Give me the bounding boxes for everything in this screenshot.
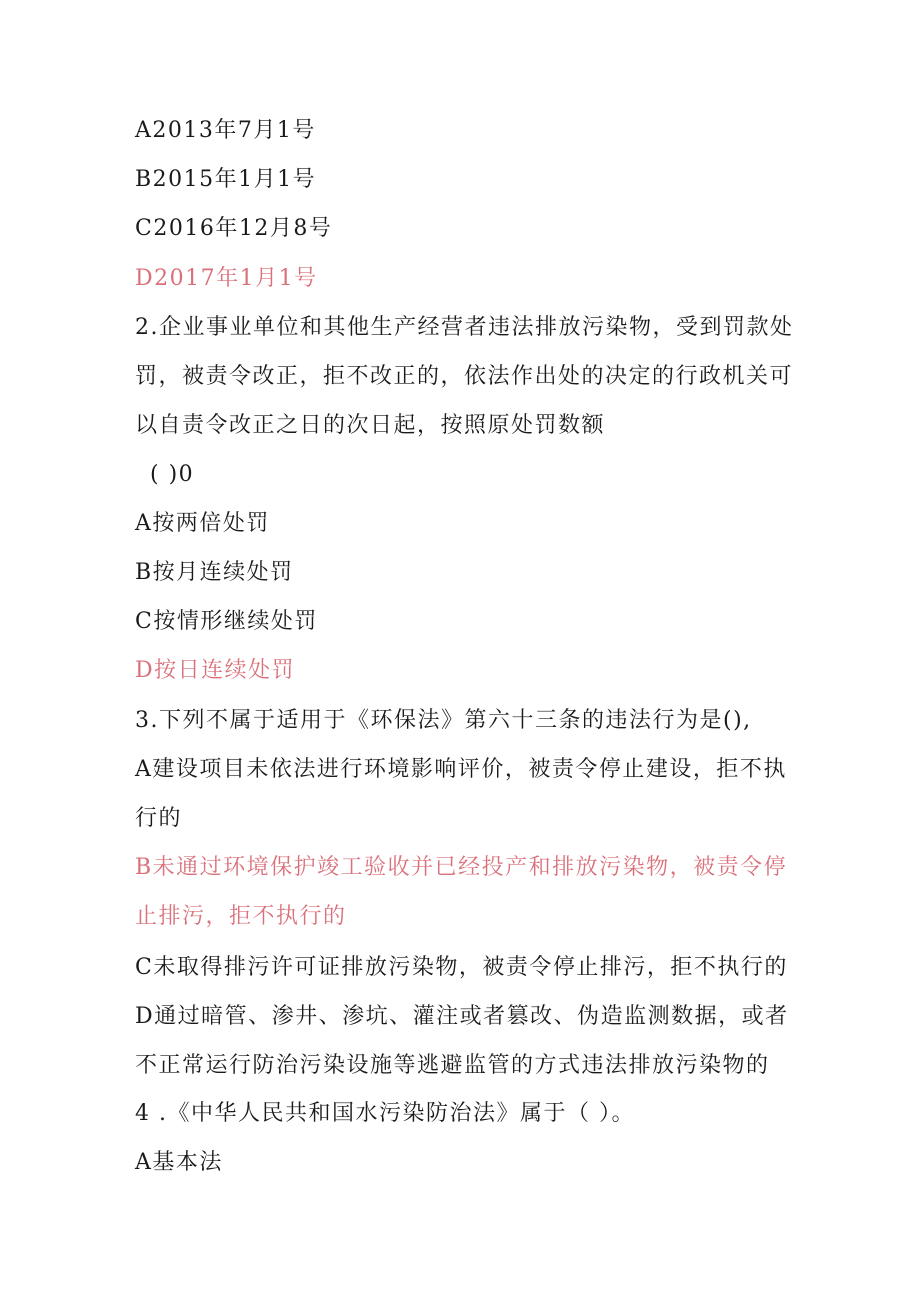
q2-option-a: A按两倍处罚 [135,511,270,536]
q1-option-a: A2013年7月1号 [135,118,316,143]
q2-stem-line-2: 罚，被责令改正，拒不改正的，依法作出处的决定的行政机关可 [135,364,794,389]
q3-option-b-answer-line-1: B未通过环境保护竣工验收并已经投产和排放污染物，被责令停 [135,855,788,880]
q4-option-a: A基本法 [135,1150,223,1175]
q2-answer-blank: ( )0 [150,462,195,487]
q2-option-b: B按月连续处罚 [135,560,294,585]
q1-option-c: C2016年12月8号 [135,216,333,241]
q3-stem: 3.下列不属于适用于《环保法》第六十三条的违法行为是(), [135,708,752,733]
q3-option-a-line-2: 行的 [135,806,183,831]
q1-option-d-answer: D2017年1月1号 [135,266,318,291]
q3-option-b-answer-line-2: 止排污，拒不执行的 [135,904,347,929]
q4-stem: 4 .《中华人民共和国水污染防治法》属于（ ）。 [135,1101,635,1126]
q3-option-d-line-1: D通过暗管、渗井、渗坑、灌注或者篡改、伪造监测数据，或者 [135,1004,789,1029]
q2-stem-line-3: 以自责令改正之日的次日起，按照原处罚数额 [135,413,606,438]
q3-option-c: C未取得排污许可证排放污染物，被责令停止排污，拒不执行的 [135,955,788,980]
q1-option-b: B2015年1月1号 [135,167,317,192]
q3-option-d-line-2: 不正常运行防治污染设施等逃避监管的方式违法排放污染物的 [135,1053,770,1078]
q3-option-a-line-1: A建设项目未依法进行环境影响评价，被责令停止建设，拒不执 [135,757,787,782]
q2-stem-line-1: 2.企业事业单位和其他生产经营者违法排放污染物，受到罚款处 [135,315,794,340]
q2-option-c: C按情形继续处罚 [135,609,318,634]
q2-option-d-answer: D按日连续处罚 [135,658,296,683]
